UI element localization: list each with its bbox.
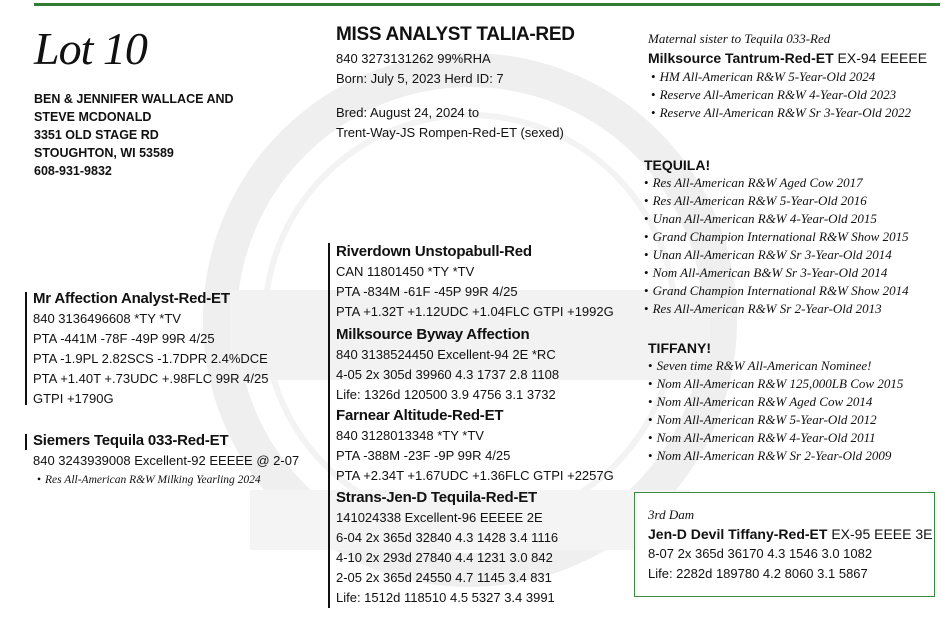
sire-dam-line: 4-05 2x 305d 39960 4.3 1737 2.8 1108 (336, 367, 560, 382)
dam-award: • Res All-American R&W Milking Yearling 2024 (37, 471, 299, 489)
maternal-sister-block (648, 30, 927, 122)
tequila-block (644, 156, 909, 318)
dam-dam-line: 6-04 2x 365d 32840 4.3 1428 3.4 1116 (336, 530, 559, 545)
third-dam-score: EX-95 EEEE 3E (827, 526, 933, 542)
maternal-sister-note: Maternal sister to Tequila 033-Red (648, 31, 831, 46)
third-dam-label: 3rd Dam (648, 507, 695, 522)
award-item: • Nom All-American B&W Sr 3-Year-Old 2014 (644, 264, 909, 282)
dam-dam-name: Strans-Jen-D Tequila-Red-ET (336, 489, 538, 506)
tiffany-block (648, 339, 903, 465)
dam-name: Siemers Tequila 033-Red-ET (33, 432, 229, 449)
sire-line: 840 3136496608 *TY *TV (33, 311, 181, 326)
animal-reg: 840 3273131262 99%RHA (336, 51, 491, 66)
sire-line: PTA +1.40T +.73UDC +.98FLC 99R 4/25 (33, 371, 269, 386)
sire-sire-line: CAN 11801450 *TY *TV (336, 264, 475, 279)
sire-side-bracket (328, 243, 330, 423)
sire-dam-line: 840 3138524450 Excellent-94 2E *RC (336, 347, 556, 362)
award-item: • Unan All-American R&W Sr 3-Year-Old 2014 (644, 246, 909, 264)
sire-sire-block (336, 241, 614, 322)
maternal-sister-score: EX-94 EEEEE (833, 50, 928, 66)
bred-to: Trent-Way-JS Rompen-Red-ET (sexed) (336, 125, 564, 140)
consignor-address (34, 90, 234, 180)
tequila-title: TEQUILA! (644, 157, 711, 173)
third-dam-name: Jen-D Devil Tiffany-Red-ET (648, 526, 828, 542)
award-item: • Unan All-American R&W 4-Year-Old 2015 (644, 210, 909, 228)
award-item: • Res All-American R&W Sr 2-Year-Old 2013 (644, 300, 909, 318)
award-item: • Nom All-American R&W Aged Cow 2014 (648, 393, 903, 411)
dam-reg: 840 3243939008 Excellent-92 EEEEE @ 2-07 (33, 453, 300, 468)
third-dam-line: Life: 2282d 189780 4.2 8060 3.1 5867 (648, 566, 868, 581)
sire-sire-line: PTA -834M -61F -45P 99R 4/25 (336, 284, 518, 299)
award-item: • Reserve All-American R&W 4-Year-Old 2023 (651, 86, 927, 104)
dam-sire-line: 840 3128013348 *TY *TV (336, 428, 484, 443)
award-item: • Grand Champion International R&W Show 2015 (644, 228, 909, 246)
award-item: • Res All-American R&W Aged Cow 2017 (644, 174, 909, 192)
tiffany-title: TIFFANY! (648, 340, 711, 356)
consignor-line: 3351 OLD STAGE RD (34, 128, 159, 142)
award-item: • Reserve All-American R&W Sr 3-Year-Old 2022 (651, 104, 927, 122)
consignor-line: BEN & JENNIFER WALLACE AND (34, 92, 234, 106)
sire-line: PTA -441M -78F -49P 99R 4/25 (33, 331, 215, 346)
dam-dam-line: 2-05 2x 365d 24550 4.7 1145 3.4 831 (336, 570, 552, 585)
award-item: • HM All-American R&W 5-Year-Old 2024 (651, 68, 927, 86)
sire-block (33, 288, 268, 409)
dam-sire-block (336, 405, 614, 486)
third-dam-line: 8-07 2x 365d 36170 4.3 1546 3.0 1082 (648, 546, 873, 561)
award-item: • Nom All-American R&W 5-Year-Old 2012 (648, 411, 903, 429)
award-item: • Nom All-American R&W 4-Year-Old 2011 (648, 429, 903, 447)
sire-dam-name: Milksource Byway Affection (336, 326, 530, 343)
dam-sire-line: PTA -388M -23F -9P 99R 4/25 (336, 448, 511, 463)
third-dam-title (648, 524, 933, 544)
sire-line: PTA -1.9PL 2.82SCS -1.7DPR 2.4%DCE (33, 351, 268, 366)
dam-dam-block (336, 487, 558, 608)
award-item: • Seven time R&W All-American Nominee! (648, 357, 903, 375)
bred-date: Bred: August 24, 2024 to (336, 105, 480, 120)
sire-name: Mr Affection Analyst-Red-ET (33, 290, 230, 307)
dam-sire-line: PTA +2.34T +1.67UDC +1.36FLC GTPI +2257G (336, 468, 614, 483)
lot-number: Lot 10 (34, 23, 147, 74)
consignor-line: STOUGHTON, WI 53589 (34, 146, 174, 160)
consignor-line: STEVE MCDONALD (34, 110, 152, 124)
animal-born: Born: July 5, 2023 Herd ID: 7 (336, 71, 504, 86)
dam-side-bracket (328, 408, 330, 608)
dam-block (33, 430, 299, 489)
award-item: • Res All-American R&W 5-Year-Old 2016 (644, 192, 909, 210)
sire-dam-block (336, 324, 559, 405)
sire-line: GTPI +1790G (33, 391, 114, 406)
maternal-sister-title (648, 48, 927, 68)
dam-dam-line: 141024338 Excellent-96 EEEEE 2E (336, 510, 543, 525)
sire-sire-name: Riverdown Unstopabull-Red (336, 243, 532, 260)
dam-dam-line: 4-10 2x 293d 27840 4.4 1231 3.0 842 (336, 550, 553, 565)
award-item: • Nom All-American R&W Sr 2-Year-Old 2009 (648, 447, 903, 465)
consignor-line: 608-931-9832 (34, 164, 112, 178)
animal-block (336, 24, 575, 143)
dam-bracket (25, 434, 27, 450)
sire-sire-line: PTA +1.32T +1.12UDC +1.04FLC GTPI +1992G (336, 304, 614, 319)
dam-dam-line: Life: 1512d 118510 4.5 5327 3.4 3991 (336, 590, 555, 605)
sire-bracket (25, 292, 27, 405)
animal-name: MISS ANALYST TALIA-RED (336, 24, 575, 45)
award-item: • Nom All-American R&W 125,000LB Cow 2015 (648, 375, 903, 393)
sire-dam-line: Life: 1326d 120500 3.9 4756 3.1 3732 (336, 387, 556, 402)
third-dam-box (634, 492, 935, 597)
maternal-sister-name: Milksource Tantrum-Red-ET (648, 50, 834, 66)
dam-sire-name: Farnear Altitude-Red-ET (336, 407, 504, 424)
top-rule (34, 3, 940, 6)
award-item: • Grand Champion International R&W Show 2014 (644, 282, 909, 300)
